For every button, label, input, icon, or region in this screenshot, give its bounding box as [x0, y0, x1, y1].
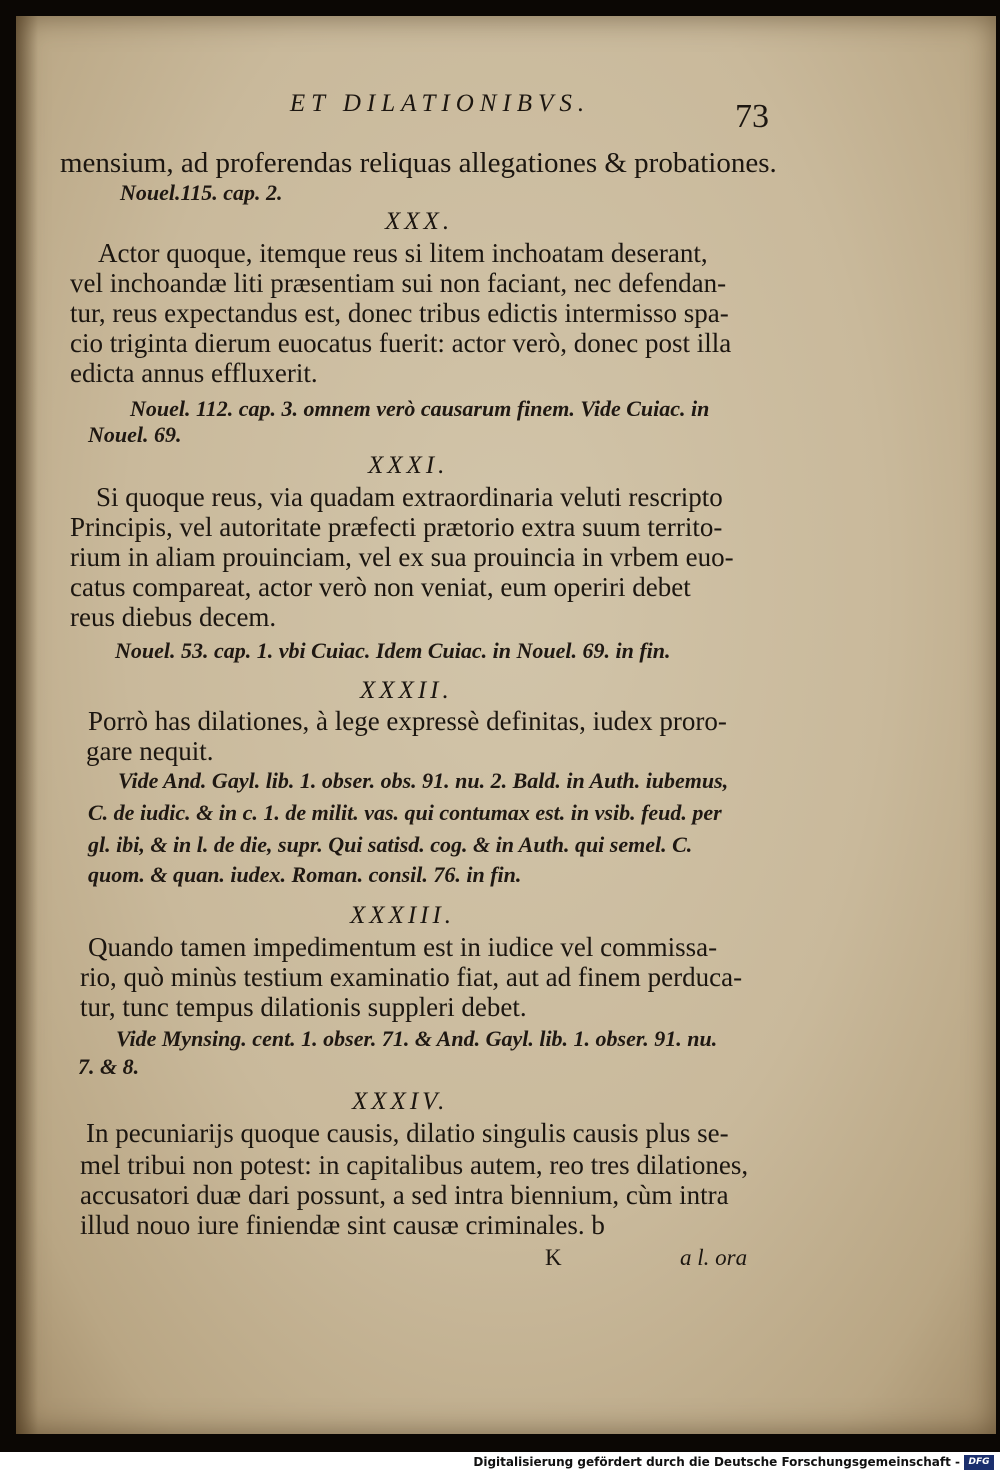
text-line: Si quoque reus, via quadam extraordinaria veluti rescripto [96, 482, 723, 512]
section-number: XXXII. [360, 677, 453, 704]
text-line: accusatori duæ dari possunt, a sed intra biennium, cùm intra [80, 1180, 729, 1210]
signature-mark: K [545, 1245, 562, 1270]
text-line: vel inchoandæ liti præsentiam sui non faciant, nec defendan- [70, 268, 727, 298]
text-line: catus compareat, actor verò non veniat, eum operiri debet [70, 572, 691, 602]
text-line: tur, tunc tempus dilationis suppleri debet. [80, 992, 527, 1022]
text-line: gare nequit. [86, 736, 214, 766]
citation: Nouel. 112. cap. 3. omnem verò causarum finem. Vide Cuiac. in [130, 396, 710, 421]
text-line: mensium, ad proferendas reliquas allegationes & probationes. [60, 147, 777, 179]
section-number: XXX. [385, 208, 454, 235]
funding-credit: Digitalisierung gefördert durch die Deutsche Forschungsgemeinschaft - [473, 1455, 960, 1469]
page-number: 73 [735, 98, 769, 135]
text-line: Principis, vel autoritate præfecti prætorio extra suum territo- [70, 512, 723, 542]
running-head: ET DILATIONIBVS. [289, 90, 591, 117]
text-line: edicta annus effluxerit. [70, 358, 318, 388]
text-line: reus diebus decem. [70, 602, 277, 632]
citation: Vide And. Gayl. lib. 1. obser. obs. 91. nu. 2. Bald. in Auth. iubemus, [118, 768, 729, 793]
citation: Nouel.115. cap. 2. [120, 180, 283, 205]
text-line: In pecuniarijs quoque causis, dilatio singulis causis plus se- [86, 1118, 729, 1148]
text-line: Quando tamen impedimentum est in iudice vel commissa- [88, 932, 718, 962]
citation: Nouel. 69. [88, 422, 182, 447]
dfg-logo-icon[interactable]: DFG [964, 1455, 994, 1470]
citation: C. de iudic. & in c. 1. de milit. vas. qui contumax est. in vsib. feud. per [88, 800, 722, 825]
citation: 7. & 8. [78, 1054, 140, 1079]
section-number: XXXIV. [352, 1088, 449, 1115]
citation: gl. ibi, & in l. de die, supr. Qui satisd. cog. & in Auth. qui semel. C. [88, 832, 693, 857]
citation: Nouel. 53. cap. 1. vbi Cuiac. Idem Cuiac. in Nouel. 69. in fin. [115, 638, 671, 663]
section-number: XXXIII. [350, 902, 456, 929]
section-number: XXXI. [368, 452, 449, 479]
page-spine-shadow [16, 16, 38, 1434]
text-line: Porrò has dilationes, à lege expressè definitas, iudex proro- [88, 706, 727, 736]
text-line: rio, quò minùs testium examinatio fiat, aut ad finem perduca- [80, 962, 743, 992]
text-line: tur, reus expectandus est, donec tribus edictis intermisso spa- [70, 298, 729, 328]
text-line: Actor quoque, itemque reus si litem inchoatam deserant, [98, 238, 708, 268]
citation: Vide Mynsing. cent. 1. obser. 71. & And. Gayl. lib. 1. obser. 91. nu. [116, 1026, 718, 1051]
text-line: rium in aliam prouinciam, vel ex sua prouincia in vrbem euo- [70, 542, 734, 572]
citation: quom. & quan. iudex. Roman. consil. 76. in fin. [88, 862, 522, 887]
text-line: cio triginta dierum euocatus fuerit: actor verò, donec post illa [70, 328, 732, 358]
text-line: mel tribui non potest: in capitalibus autem, reo tres dilationes, [80, 1150, 749, 1180]
footer-bar [0, 1452, 1000, 1474]
catchword: a l. ora [680, 1245, 748, 1270]
text-line: illud nouo iure finiendæ sint causæ criminales. b [80, 1210, 605, 1240]
